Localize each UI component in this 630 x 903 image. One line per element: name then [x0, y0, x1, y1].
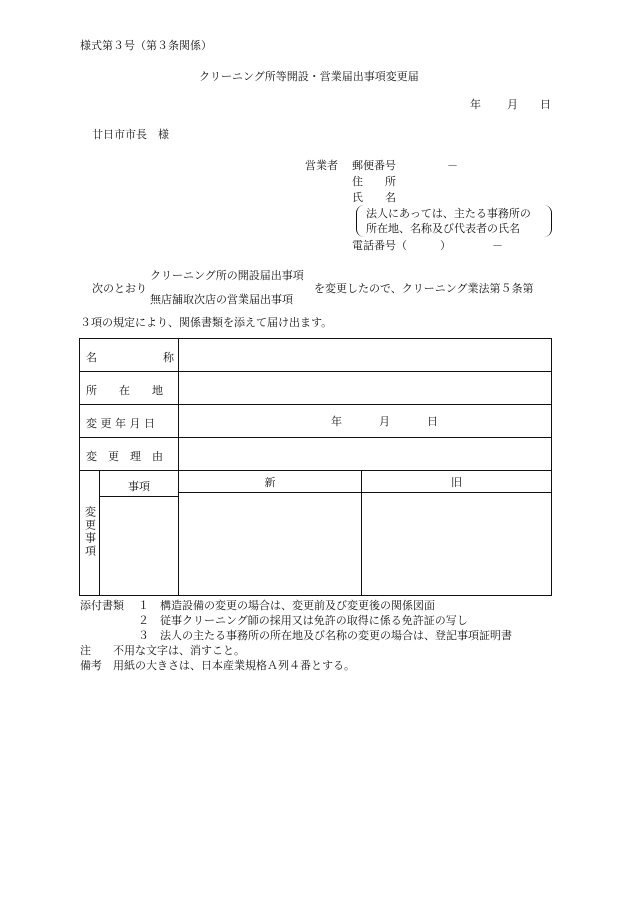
col-old-header: 旧: [362, 471, 552, 493]
phone-dash: －: [492, 239, 503, 252]
body-line2: ３項の規定により、関係書類を添えて届け出ます。: [80, 316, 333, 329]
option-storeless-agent: 無店舗取次店の営業届出事項: [150, 293, 293, 306]
body-prefix: 次のとおり: [92, 282, 147, 295]
attachment-item-3: ３ 法人の主たる事務所の所在地及び名称の変更の場合は、登記事項証明書: [138, 629, 512, 642]
date-month-label: 月: [507, 98, 518, 111]
remark: 備考 用紙の大きさは、日本産業規格Ａ列４番とする。: [80, 659, 355, 672]
postal-code-label: 郵便番号: [352, 159, 396, 172]
form-title: クリーニング所等開設・営業届出事項変更届: [199, 70, 419, 83]
postal-code-dash: －: [447, 159, 458, 172]
address-label: 住 所: [352, 175, 396, 188]
corporate-note-line2: 所在地、名称及び代表者の氏名: [366, 222, 520, 235]
change-date-month: 月: [379, 415, 390, 428]
location-field[interactable]: [179, 372, 552, 405]
reason-row-label: 変 更 理 由: [80, 438, 179, 471]
attachments-label: 添付書類: [80, 599, 124, 612]
attachment-item-2: ２ 従事クリーニング師の採用又は免許の取得に係る免許証の写し: [138, 614, 468, 627]
name-field[interactable]: [179, 339, 552, 372]
body-suffix: を変更したので、クリーニング業法第５条第: [314, 282, 534, 295]
change-date-row-label: 変 更 年 月 日: [80, 405, 179, 438]
addressee: 廿日市市長 様: [92, 128, 169, 141]
change-date-year: 年: [331, 415, 342, 428]
changes-label: 変更事項: [80, 471, 100, 595]
corporate-note-line1: 法人にあっては、主たる事務所の: [366, 207, 531, 220]
note: 注 不用な文字は、消すこと。: [80, 644, 245, 657]
change-date-field[interactable]: [179, 405, 552, 438]
phone-label: 電話番号（ ）: [352, 239, 451, 252]
applicant-role: 営業者: [305, 159, 338, 172]
date-year-label: 年: [470, 98, 481, 111]
col-new-header: 新: [179, 471, 362, 493]
date-day-label: 日: [540, 98, 551, 111]
form-number: 様式第３号（第３条関係）: [80, 39, 212, 52]
name-row-label: 名 称: [80, 339, 179, 372]
col-item-header: 事項: [128, 480, 150, 493]
reason-field[interactable]: [179, 438, 552, 471]
item-header-divider: [99, 496, 178, 497]
change-details-table: [79, 338, 552, 596]
old-value-field[interactable]: [362, 493, 552, 596]
name-label: 氏 名: [352, 191, 396, 204]
location-row-label: 所 在 地: [80, 372, 179, 405]
new-value-field[interactable]: [179, 493, 362, 596]
option-cleaning-shop: クリーニング所の開設届出事項: [150, 269, 304, 282]
change-date-day: 日: [427, 415, 438, 428]
attachment-item-1: １ 構造設備の変更の場合は、変更前及び変更後の関係図面: [138, 599, 435, 612]
